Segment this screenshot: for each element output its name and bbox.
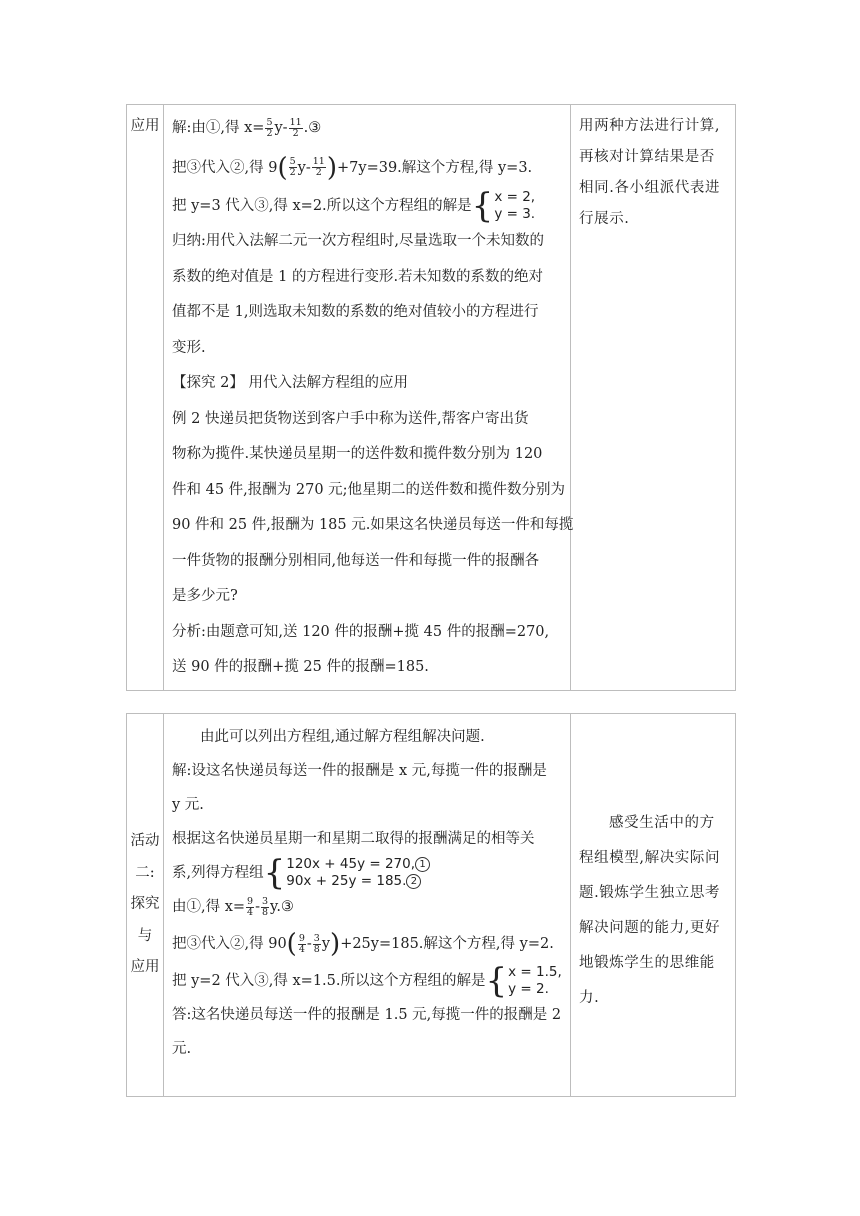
note-line-2: 再核对计算结果是否 — [579, 149, 715, 165]
note-cell — [571, 105, 736, 691]
substitution-line: 把③代入②,得 90( $\frac{9}{4}$ - $\frac{3}{8}$ y)+25y=185.解这个方程,得 y=2. — [172, 929, 554, 959]
content-cell — [164, 714, 571, 1097]
summary-line-2: 系数的绝对值是 1 的方程进行变形.若未知数的系数的绝对 — [172, 268, 544, 285]
note-line-2: 程组模型,解决实际问 — [579, 850, 721, 866]
analysis-line-2: 送 90 件的报酬+揽 25 件的报酬=185. — [172, 659, 429, 675]
relation-line: 根据这名快递员星期一和星期二取得的报酬满足的相等关 — [172, 831, 535, 847]
example-line-4: 90 件和 25 件,报酬为 185 元.如果这名快递员每送一件和每揽 — [172, 517, 574, 533]
answer-line-1: 答:这名快递员每送一件的报酬是 1.5 元,每揽一件的报酬是 2 — [172, 1007, 562, 1023]
result-line: 把 y=3 代入③,得 x=2.所以这个方程组的解是 { x = 2, y = 3. — [172, 185, 536, 226]
example-line-6: 是多少元? — [172, 588, 238, 604]
summary-line-3: 值都不是 1,则选取未知数的系数的绝对值较小的方程进行 — [172, 304, 539, 320]
example-line-1: 例 2 快递员把货物送到客户手中称为送件,帮客户寄出货 — [172, 410, 529, 427]
solution-system: { x = 2, y = 3. — [471, 185, 536, 226]
stage-cell — [127, 105, 164, 691]
fraction-5-2: $\frac{5}{2}$ — [266, 116, 273, 139]
summary-line-1: 归纳:用代入法解二元一次方程组时,尽量选取一个未知数的 — [172, 233, 544, 249]
note-cell — [571, 714, 736, 1097]
note-line-5: 地锻炼学生的思维能 — [579, 955, 715, 971]
set-line-1: 解:设这名快递员每送一件的报酬是 x 元,每揽一件的报酬是 — [172, 763, 547, 779]
solution-line: 解:由①,得 x= $\frac{5}{2}$ y- $\frac{11}{2}$ .③ — [172, 116, 322, 139]
stage-label: 应用 — [130, 118, 160, 134]
analysis-line-1: 分析:由题意可知,送 120 件的报酬+揽 45 件的报酬=270, — [172, 623, 550, 640]
fraction-3-8: $\frac{3}{8}$ — [262, 895, 269, 918]
explore-title: 【探究 2】 用代入法解方程组的应用 — [172, 375, 408, 391]
example-line-2: 物称为揽件.某快递员星期一的送件数和揽件数分别为 120 — [172, 446, 543, 462]
note-line-4: 行展示. — [579, 211, 630, 227]
lesson-table-2 — [126, 713, 736, 1097]
fraction-11-2: $\frac{11}{2}$ — [289, 116, 302, 139]
equation-system: { 120x + 45y = 270, 1 90x + 25y = 185. 2 — [264, 856, 430, 890]
note-line-6: 力. — [579, 990, 600, 1006]
note-line-1: 用两种方法进行计算, — [579, 118, 721, 134]
set-line-2: y 元. — [172, 797, 204, 813]
fraction-9-4: $\frac{9}{4}$ — [247, 895, 254, 918]
note-line-3: 相同.各小组派代表进 — [579, 180, 721, 196]
lesson-table-1 — [126, 104, 736, 691]
summary-line-4: 变形. — [172, 339, 206, 356]
system-line: 系,列得方程组 { 120x + 45y = 270, 1 90x + 25y = 185. 2 — [172, 856, 564, 890]
lead-line: 由此可以列出方程组,通过解方程组解决问题. — [200, 729, 485, 745]
note-line-3: 题.锻炼学生独立思考 — [579, 885, 721, 901]
note-line-4: 解决问题的能力,更好 — [579, 920, 721, 936]
solution-system: { x = 1.5, y = 2. — [485, 961, 562, 1001]
example-line-5: 一件货物的报酬分别相同,他每送一件和每揽一件的报酬各 — [172, 552, 540, 569]
from1-line: 由①,得 x= $\frac{9}{4}$ - $\frac{3}{8}$ y.③ — [172, 895, 294, 918]
note-line-1: 感受生活中的方 — [609, 815, 715, 831]
example-line-3: 件和 45 件,报酬为 270 元;他星期二的送件数和揽件数分别为 — [172, 481, 566, 498]
content-cell — [164, 105, 574, 691]
answer-line-2: 元. — [172, 1041, 192, 1057]
stage-cell — [127, 714, 164, 1097]
result-line: 把 y=2 代入③,得 x=1.5.所以这个方程组的解是 { x = 1.5, y = 2. — [172, 961, 562, 1001]
stage-label: 活动 二: 探究 与 应用 — [130, 833, 160, 976]
substitution-line: 把③代入②,得 9( $\frac{5}{2}$ y- $\frac{11}{2}$ )+7y=39.解这个方程,得 y=3. — [172, 152, 533, 183]
